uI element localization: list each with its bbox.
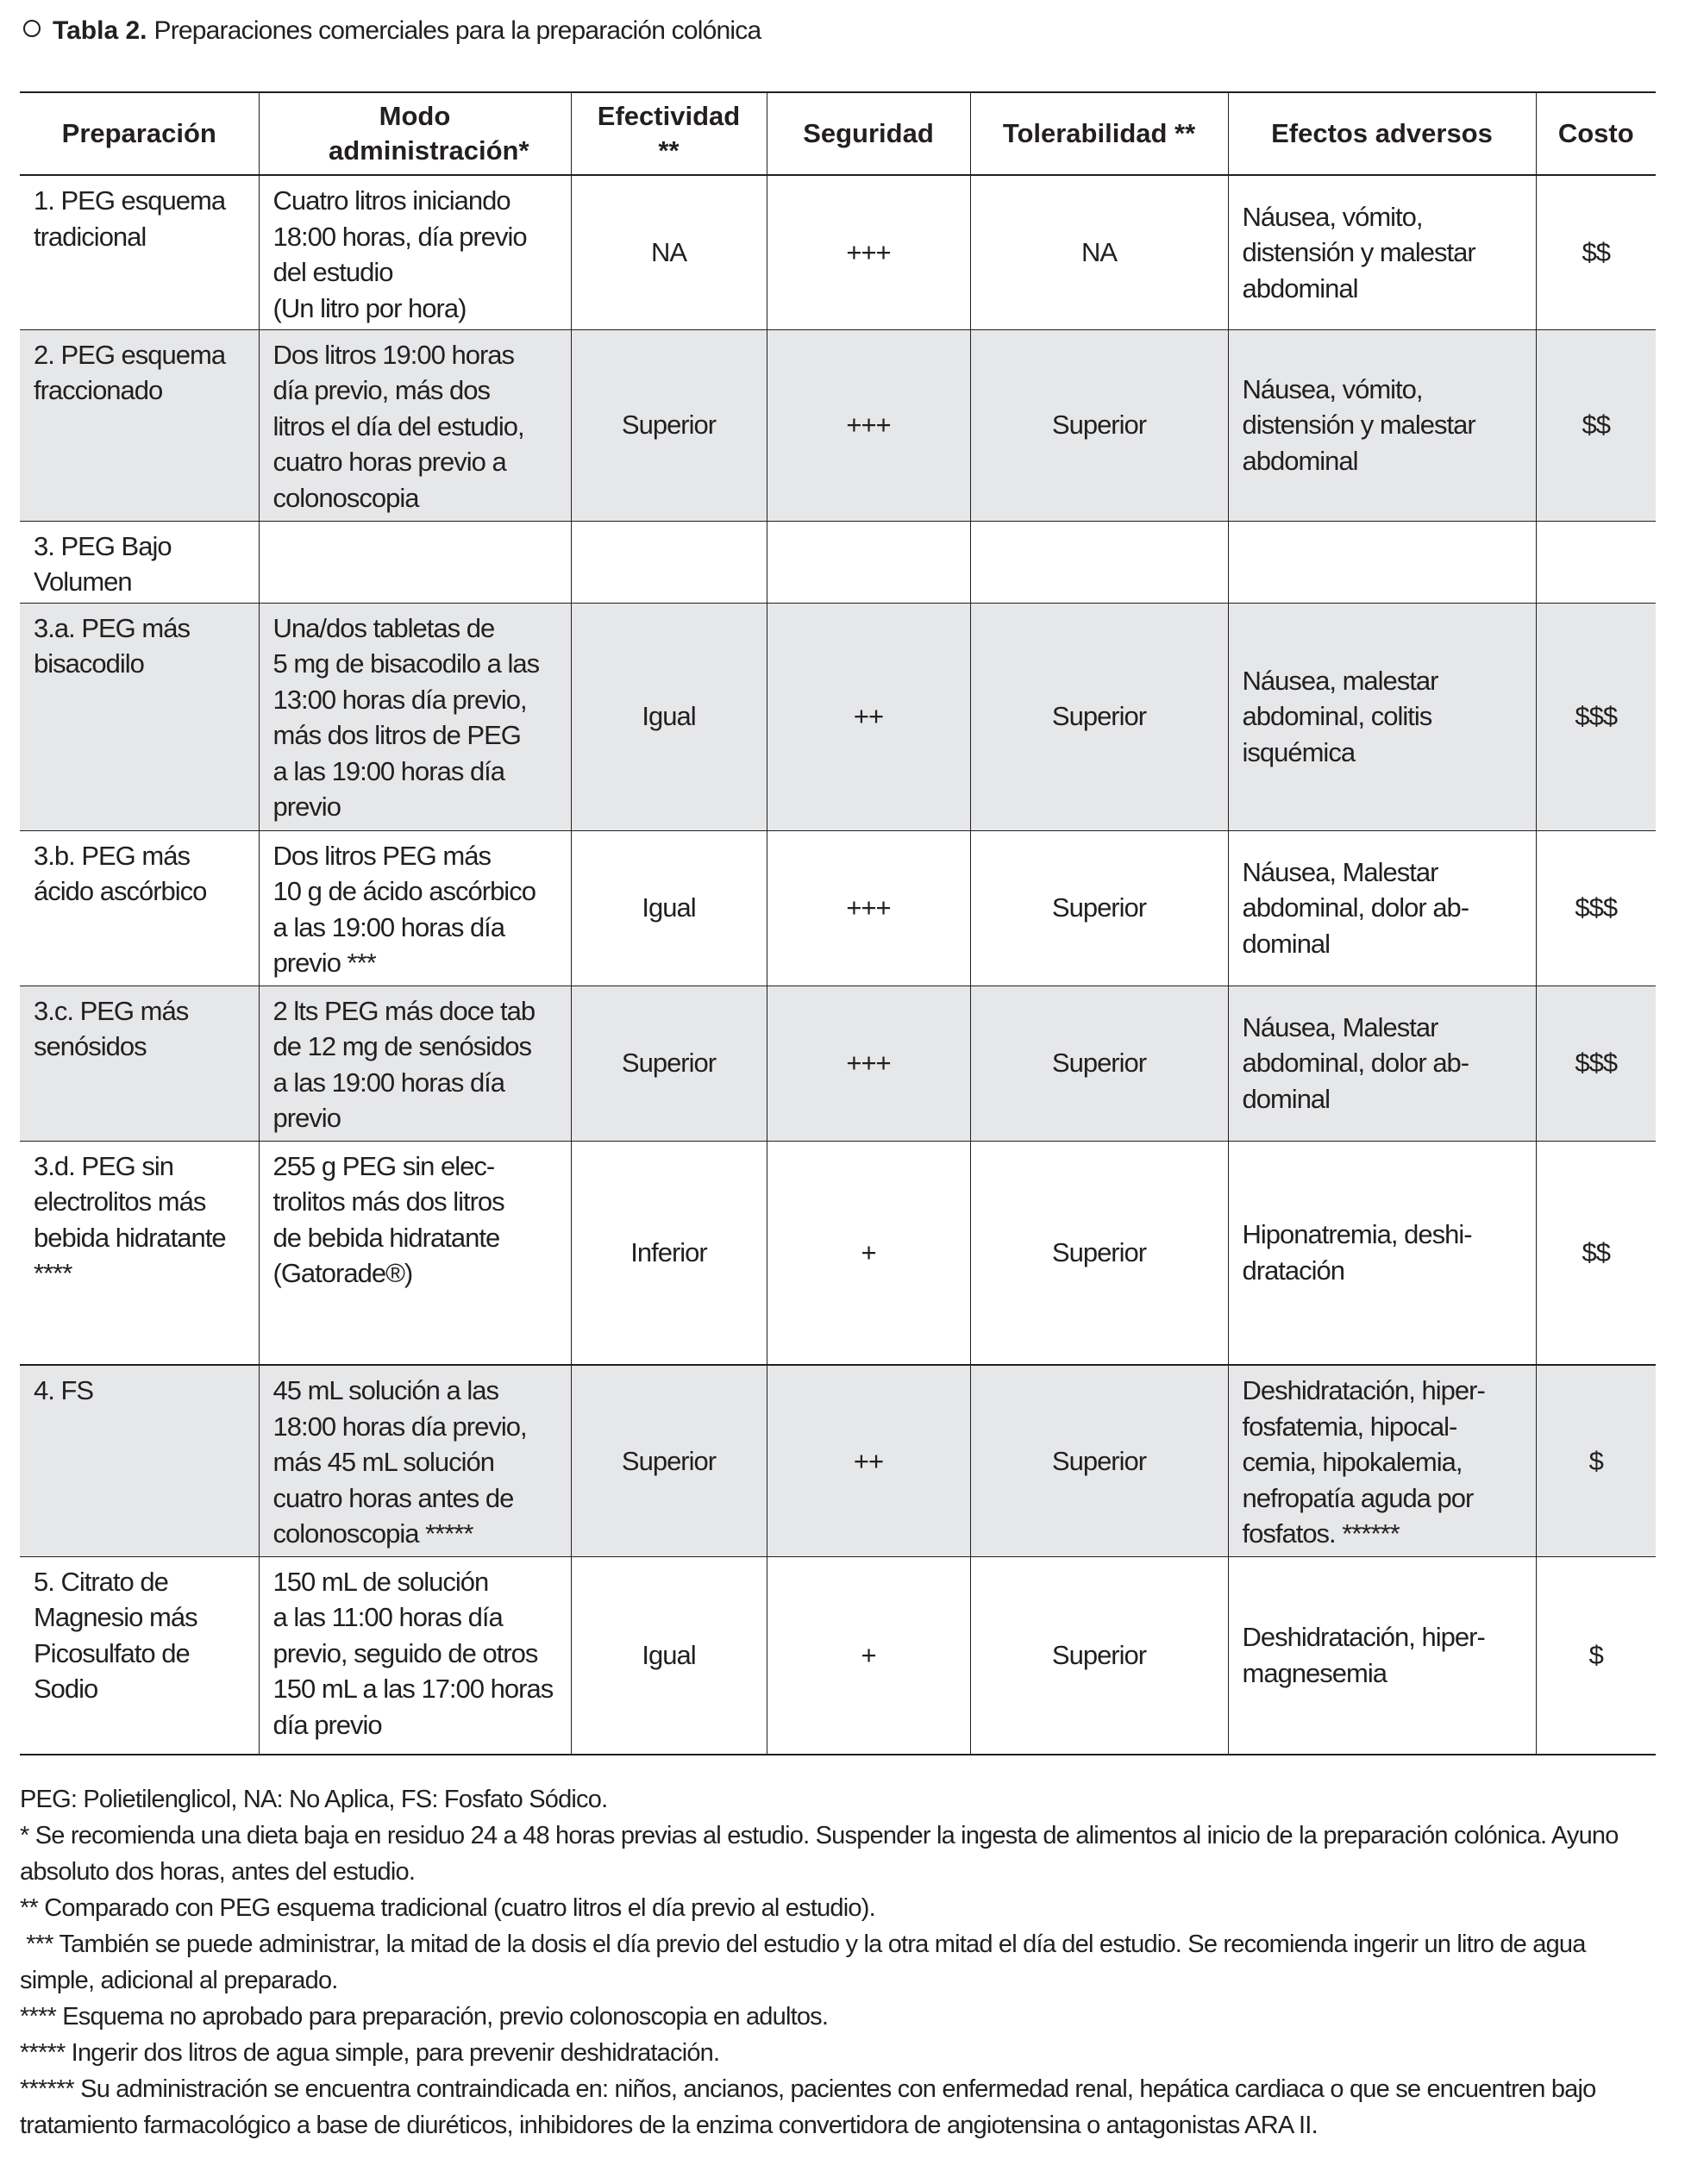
bullet-circle-icon: [23, 20, 41, 37]
cell-modo: 45 mL solución a las 18:00 horas día previo, más 45 mL solución cuatro horas antes de colonoscopia *****: [259, 1365, 571, 1556]
cell-efectos-adversos: Náusea, vómito, distensión y malestar abdominal: [1228, 175, 1536, 329]
cell-modo: Una/dos tabletas de 5 mg de bisacodilo a las 13:00 horas día previo, más dos litros de PEG a las 19:00 horas día previo: [259, 603, 571, 830]
cell-preparacion: 3.b. PEG más ácido ascórbico: [20, 830, 259, 986]
cell-costo: $$: [1536, 329, 1656, 521]
cell-efectividad: Inferior: [571, 1141, 767, 1365]
cell-modo: 150 mL de solución a las 11:00 horas día previo, seguido de otros 150 mL a las 17:00 horas día previo: [259, 1556, 571, 1755]
cell-costo: $: [1536, 1365, 1656, 1556]
cell-modo: 255 g PEG sin elec- trolitos más dos litros de bebida hidratante (Gatorade®): [259, 1141, 571, 1365]
cell-seguridad: +++: [767, 175, 970, 329]
cell-efectividad: Igual: [571, 830, 767, 986]
table-caption-label: Tabla 2.: [53, 16, 147, 45]
cell-modo: Cuatro litros iniciando 18:00 horas, día previo del estudio (Un litro por hora): [259, 175, 571, 329]
table-row: [20, 603, 1656, 830]
header-modo-administracion: Modo administración*: [259, 92, 571, 175]
table-row: [20, 1141, 1656, 1365]
cell-efectividad: Superior: [571, 1365, 767, 1556]
cell-seguridad: [767, 521, 970, 603]
table-row: [20, 830, 1656, 986]
cell-preparacion: 4. FS: [20, 1365, 259, 1556]
cell-seguridad: +++: [767, 830, 970, 986]
table-caption-text: Preparaciones comerciales para la preparación colónica: [153, 16, 761, 45]
cell-seguridad: +: [767, 1141, 970, 1365]
header-tolerabilidad: Tolerabilidad **: [970, 92, 1228, 175]
header-efectividad: Efectividad **: [571, 92, 767, 175]
cell-preparacion: 3.a. PEG más bisacodilo: [20, 603, 259, 830]
cell-seguridad: ++: [767, 1365, 970, 1556]
cell-preparacion: 3.d. PEG sin electrolitos más bebida hidratante ****: [20, 1141, 259, 1365]
cell-efectos-adversos: [1228, 521, 1536, 603]
cell-tolerabilidad: Superior: [970, 1365, 1228, 1556]
cell-preparacion: 5. Citrato de Magnesio más Picosulfato de Sodio: [20, 1556, 259, 1755]
cell-efectos-adversos: Náusea, Malestar abdominal, dolor ab- dominal: [1228, 986, 1536, 1141]
cell-modo: 2 lts PEG más doce tab de 12 mg de senósidos a las 19:00 horas día previo: [259, 986, 571, 1141]
cell-tolerabilidad: Superior: [970, 1556, 1228, 1755]
cell-preparacion: 3.c. PEG más senósidos: [20, 986, 259, 1141]
footnote-5: ***** Ingerir dos litros de agua simple, para prevenir deshidratación.: [20, 2039, 720, 2067]
header-costo: Costo: [1536, 92, 1656, 175]
footnote-abbreviations: PEG: Polietilenglicol, NA: No Aplica, FS: Fosfato Sódico.: [20, 1786, 608, 1813]
cell-tolerabilidad: Superior: [970, 1141, 1228, 1365]
cell-efectos-adversos: Náusea, malestar abdominal, colitis isquémica: [1228, 603, 1536, 830]
footnote-4: **** Esquema no aprobado para preparación, previo colonoscopia en adultos.: [20, 2003, 829, 2031]
footnote-1: * Se recomienda una dieta baja en residuo 24 a 48 horas previas al estudio. Suspender la ingesta de alimentos al inicio de la preparación colónica. Ayuno absoluto dos horas, antes del estudio.: [20, 1822, 1619, 1886]
cell-efectos-adversos: Hiponatremia, deshi- dratación: [1228, 1141, 1536, 1365]
preparations-table: [20, 91, 1656, 1755]
cell-efectos-adversos: Náusea, Malestar abdominal, dolor ab- dominal: [1228, 830, 1536, 986]
cell-efectividad: NA: [571, 175, 767, 329]
header-preparacion: Preparación: [20, 92, 259, 175]
cell-efectos-adversos: Deshidratación, hiper- magnesemia: [1228, 1556, 1536, 1755]
cell-efectos-adversos: Náusea, vómito, distensión y malestar abdominal: [1228, 329, 1536, 521]
footnote-3: *** También se puede administrar, la mitad de la dosis el día previo del estudio y la otra mitad el día del estudio. Se recomienda ingerir un litro de agua simple, adicional al preparado.: [20, 1931, 1592, 1994]
table-caption: [23, 14, 761, 48]
cell-modo: [259, 521, 571, 603]
cell-tolerabilidad: Superior: [970, 329, 1228, 521]
cell-tolerabilidad: [970, 521, 1228, 603]
table-row: [20, 1556, 1656, 1755]
footnote-2: ** Comparado con PEG esquema tradicional (cuatro litros el día previo al estudio).: [20, 1894, 875, 1922]
cell-efectos-adversos: Deshidratación, hiper- fosfatemia, hipocal- cemia, hipokalemia, nefropatía aguda por fosfatos. ******: [1228, 1365, 1536, 1556]
table-row: [20, 329, 1656, 521]
cell-costo: [1536, 521, 1656, 603]
cell-tolerabilidad: Superior: [970, 830, 1228, 986]
table-footnotes: [20, 1781, 1658, 2143]
header-seguridad: Seguridad: [767, 92, 970, 175]
header-efectos-adversos: Efectos adversos: [1228, 92, 1536, 175]
cell-modo: Dos litros 19:00 horas día previo, más dos litros el día del estudio, cuatro horas previo a colonoscopia: [259, 329, 571, 521]
cell-costo: $$: [1536, 175, 1656, 329]
cell-costo: $: [1536, 1556, 1656, 1755]
cell-costo: $$$: [1536, 603, 1656, 830]
cell-seguridad: +: [767, 1556, 970, 1755]
cell-modo: Dos litros PEG más 10 g de ácido ascórbico a las 19:00 horas día previo ***: [259, 830, 571, 986]
cell-efectividad: Igual: [571, 1556, 767, 1755]
table-header-row: [20, 92, 1656, 175]
cell-seguridad: ++: [767, 603, 970, 830]
cell-efectividad: Superior: [571, 986, 767, 1141]
cell-costo: $$$: [1536, 830, 1656, 986]
cell-preparacion: 1. PEG esquema tradicional: [20, 175, 259, 329]
cell-tolerabilidad: Superior: [970, 603, 1228, 830]
cell-efectividad: Igual: [571, 603, 767, 830]
cell-seguridad: +++: [767, 986, 970, 1141]
cell-seguridad: +++: [767, 329, 970, 521]
footnote-6: ****** Su administración se encuentra contraindicada en: niños, ancianos, pacientes con enfermedad renal, hepática cardiaca o que se encuentren bajo tratamiento farmacológico a base de diuréticos, inhibidores de la enzima convertidora de angiotensina o antagonistas ARA II.: [20, 2075, 1596, 2139]
cell-preparacion: 2. PEG esquema fraccionado: [20, 329, 259, 521]
cell-efectividad: [571, 521, 767, 603]
cell-preparacion: 3. PEG Bajo Volumen: [20, 521, 259, 603]
cell-tolerabilidad: NA: [970, 175, 1228, 329]
cell-efectividad: Superior: [571, 329, 767, 521]
cell-costo: $$: [1536, 1141, 1656, 1365]
table-row: [20, 175, 1656, 329]
cell-costo: $$$: [1536, 986, 1656, 1141]
table-row: [20, 521, 1656, 603]
cell-tolerabilidad: Superior: [970, 986, 1228, 1141]
table-row: [20, 986, 1656, 1141]
table-row: [20, 1365, 1656, 1556]
